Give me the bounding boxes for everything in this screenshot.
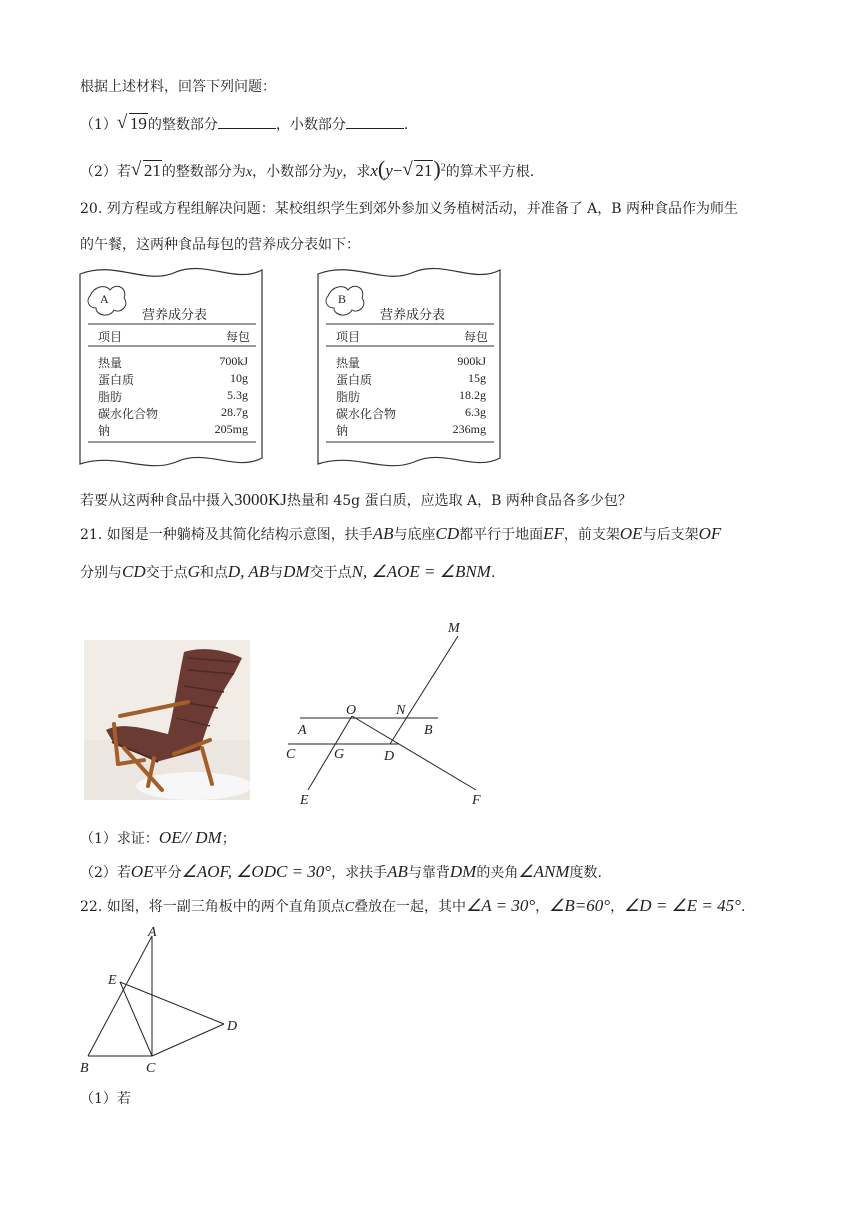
card-b-row-label: 碳水化合物: [336, 407, 397, 421]
q21-l2-d: D, AB: [227, 562, 270, 581]
q22-l1-a: 22. 如图，将一副三角板中的两个直角顶点: [80, 899, 345, 915]
label-B: B: [424, 723, 433, 738]
card-b-badge: B: [338, 292, 347, 306]
q22-geometry-figure: [74, 922, 254, 1082]
card-b-row-label: 热量: [336, 356, 361, 370]
segment-BA: [88, 936, 152, 1056]
q22-sep2: ，: [610, 899, 625, 915]
q21-p1-end: ；: [221, 831, 236, 847]
q21-l2-c: 和点: [199, 565, 228, 581]
q22-end: .: [740, 899, 746, 915]
q20-question-energy: 3000KJ: [234, 490, 287, 509]
card-a-header: [98, 328, 250, 345]
expr-y: y: [385, 161, 393, 180]
card-b-row: [336, 371, 486, 388]
label-D: D: [384, 749, 395, 764]
q19-p1-end: .: [403, 117, 409, 133]
q19-p2-c: ，求: [342, 164, 371, 180]
recliner-chair-photo: [84, 640, 250, 800]
nutrition-card-a: [76, 262, 266, 472]
card-a-row: [98, 388, 248, 405]
card-b-row-label: 蛋白质: [336, 373, 373, 387]
q19-p1-prefix: （1）: [80, 117, 117, 133]
expr-x: x: [370, 161, 378, 180]
card-a-row-value: 10g: [230, 371, 248, 385]
q19-part1: [80, 114, 408, 134]
q21-l2-CD: CD: [122, 562, 146, 581]
q21-l1-d: ，前支架: [563, 527, 620, 543]
q22-expr3: ∠D = ∠E = 45°: [624, 896, 741, 915]
card-a-row-label: 钠: [98, 424, 111, 438]
label-A: A: [298, 723, 307, 738]
q21-l1-a: 21. 如图是一种躺椅及其简化结构示意图，扶手: [80, 527, 373, 543]
expr-minus: −: [392, 161, 403, 180]
label-E: E: [108, 973, 117, 988]
label-G: G: [334, 747, 345, 762]
line-OE: [308, 716, 352, 790]
card-a-row: [98, 405, 248, 422]
var-x: x: [245, 165, 253, 180]
sqrt-21-expr-radicand: 21: [415, 161, 433, 180]
q22-part1: （1）若: [80, 1091, 131, 1107]
card-b-row-value: 15g: [468, 371, 486, 385]
card-b-row-value: 6.3g: [465, 405, 486, 419]
q21-p2-DM: DM: [449, 862, 477, 881]
q19-p2-a: 的整数部分为: [161, 164, 246, 180]
q21-p2-d: 的夹角: [476, 865, 519, 881]
label-E: E: [300, 793, 309, 808]
q21-line1: [80, 524, 721, 544]
intro-text: 根据上述材料，回答下列问题：: [80, 79, 276, 95]
card-b-row: [336, 354, 486, 371]
card-a-row: [98, 354, 248, 371]
card-a-col2: 每包: [225, 330, 250, 344]
q22-l1-b: 叠放在一起，其中: [354, 899, 467, 915]
chair-illustration: [84, 640, 250, 800]
q21-p2-a: 平分: [153, 865, 182, 881]
q19-part2: （2）若 √ 21的整数部分为x，小数部分为y，求x(y− √ 21)$^2$的算术平方根.: [80, 156, 535, 181]
q19-p2-prefix: （2）若: [80, 164, 131, 180]
q22-expr2: ∠B=60°: [549, 896, 611, 915]
sqrt-19-radicand: 19: [129, 114, 147, 133]
q19-p1-mid: 的整数部分: [147, 117, 218, 133]
q21-OE: OE: [619, 524, 643, 543]
q21-p2-expr: ∠AOF, ∠ODC = 30°: [181, 862, 332, 881]
q21-l1-e: 与后支架: [642, 527, 699, 543]
card-b-row-label: 钠: [336, 424, 349, 438]
q21-l2-G: G: [187, 562, 200, 581]
sqrt-21: √ 21: [130, 159, 161, 180]
q20-line1: 20. 列方程或方程组解决问题：某校组织学生到郊外参加义务植树活动，并准备了 A，B 两种食品作为师生: [80, 201, 739, 217]
card-a-row-value: 5.3g: [227, 388, 248, 402]
q20-question-a: 若要从这两种食品中摄入: [80, 493, 234, 509]
q20-line2: 的午餐，这两种食品每包的营养成分表如下：: [80, 237, 360, 253]
card-b-row-value: 236mg: [452, 422, 486, 436]
q21-p2-prefix: （2）若: [80, 865, 131, 881]
card-a-row-value: 700kJ: [219, 354, 248, 368]
card-b-title: 营养成分表: [380, 308, 446, 323]
q21-l2-a: 分别与: [80, 565, 122, 581]
q21-p1-expr: OE// DM: [158, 828, 222, 847]
answer-blank-2[interactable]: [346, 116, 404, 129]
sqrt-21-expr: √ 21: [402, 159, 433, 180]
q21-part2: [80, 862, 602, 882]
line-OF: [352, 716, 476, 790]
q21-p1-prefix: （1）求证：: [80, 831, 159, 847]
q21-CD: CD: [435, 524, 460, 543]
label-F: F: [472, 793, 481, 808]
card-b-row: [336, 388, 486, 405]
label-B: B: [80, 1061, 89, 1076]
card-b-col1: 项目: [336, 330, 361, 344]
card-a-row: [98, 422, 248, 439]
expr-exponent: 2: [440, 162, 446, 174]
q21-p2-e: 度数.: [569, 865, 602, 881]
q21-l2-b: 交于点: [145, 565, 188, 581]
q21-l2-g: N, ∠AOE = ∠BNM: [351, 562, 491, 581]
card-a-row-label: 蛋白质: [98, 373, 135, 387]
q22-line1: [80, 896, 745, 916]
label-D: D: [227, 1019, 238, 1034]
card-b-header: [336, 328, 488, 345]
q21-p2-AB: AB: [387, 862, 408, 881]
q21-l2-h: .: [490, 565, 496, 581]
q21-p2-ANM: ∠ANM: [518, 862, 570, 881]
card-a-badge: A: [100, 292, 109, 306]
q19-p2-end: 的算术平方根.: [445, 164, 535, 180]
q20-question: [80, 490, 632, 510]
q21-line2: [80, 562, 495, 582]
card-b-row: [336, 422, 486, 439]
card-a-row-label: 脂肪: [98, 390, 123, 404]
q20-question-c: 热量和 45g 蛋白质，应选取 A，B 两种食品各多少包？: [286, 493, 632, 509]
q22-C: C: [344, 900, 355, 915]
card-a-row-label: 碳水化合物: [98, 407, 159, 421]
q21-p2-OE: OE: [130, 862, 154, 881]
q21-l2-e: 与: [269, 565, 284, 581]
q21-p2-b: ，求扶手: [331, 865, 388, 881]
card-a-col1: 项目: [98, 330, 123, 344]
var-y: y: [336, 165, 343, 180]
card-b-row: [336, 405, 486, 422]
q21-l2-DM: DM: [283, 562, 310, 581]
card-b-col2: 每包: [463, 330, 488, 344]
card-a-row-label: 热量: [98, 356, 123, 370]
q21-geometry-figure: [280, 614, 500, 814]
q19-p1-mid2: ，小数部分: [275, 117, 346, 133]
card-b-row-value: 18.2g: [459, 388, 486, 402]
q19-p2-b: ，小数部分为: [252, 164, 337, 180]
nutrition-card-b: [314, 262, 504, 472]
label-N: N: [396, 703, 406, 718]
label-O: O: [346, 703, 357, 718]
card-a-row-value: 205mg: [214, 422, 248, 436]
card-a-row-value: 28.7g: [221, 405, 248, 419]
answer-blank-1[interactable]: [218, 116, 276, 129]
q22-expr1: ∠A = 30°: [466, 896, 536, 915]
card-b-row-value: 900kJ: [457, 354, 486, 368]
q21-l1-c: 都平行于地面: [459, 527, 544, 543]
card-b-row-label: 脂肪: [336, 390, 361, 404]
q21-OF: OF: [698, 524, 722, 543]
card-a-title: 营养成分表: [142, 308, 208, 323]
label-C: C: [146, 1061, 156, 1076]
sqrt-21-radicand: 21: [143, 161, 161, 180]
q21-EF: EF: [543, 524, 564, 543]
label-C: C: [286, 747, 296, 762]
q21-l2-f: 交于点: [309, 565, 352, 581]
q22-sep1: ，: [535, 899, 550, 915]
q21-AB: AB: [372, 524, 394, 543]
label-A: A: [148, 925, 157, 940]
sqrt-19: √ 19: [116, 112, 147, 133]
q21-part1: [80, 828, 236, 848]
segment-CD: [152, 1024, 224, 1056]
label-M: M: [448, 621, 460, 636]
card-a-row: [98, 371, 248, 388]
q21-l1-b: 与底座: [393, 527, 436, 543]
q21-p2-c: 与靠背: [407, 865, 450, 881]
